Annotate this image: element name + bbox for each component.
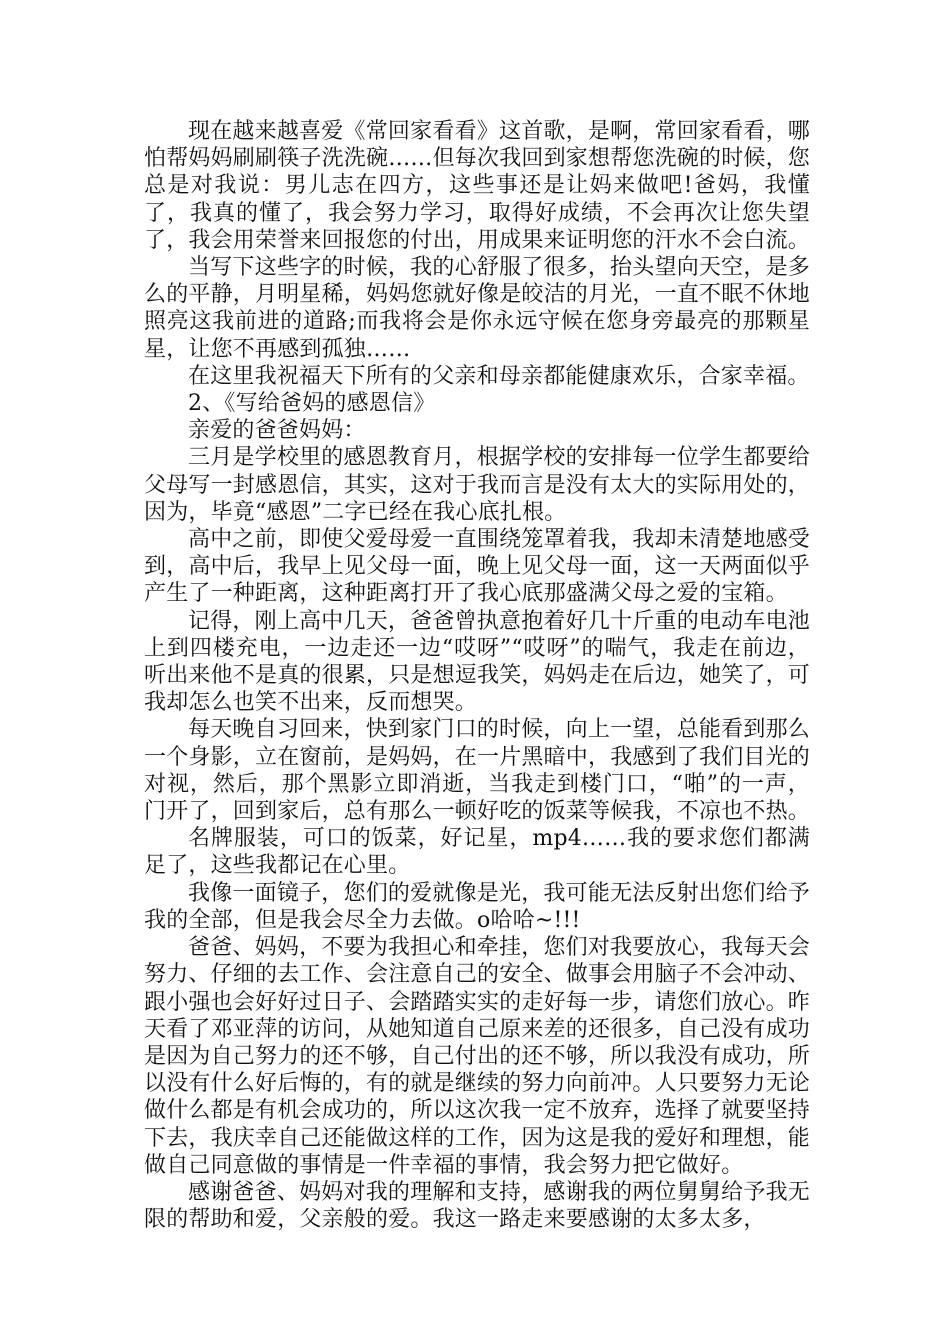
paragraph-9: 每天晚自习回来，快到家门口的时候，向上一望，总能看到那么一个身影，立在窗前，是妈妈，在一片黑暗中，我感到了我们目光的对视，然后，那个黑影立即消逝，当我走到楼门口，“啪”的一声，门开了，回到家后，总有那么一顿好吃的饭菜等候我，不凉也不热。 bbox=[144, 717, 811, 825]
paragraph-6: 三月是学校里的感恩教育月，根据学校的安排每一位学生都要给父母写一封感恩信，其实，这对于我而言是没有太大的实际用处的，因为，毕竟“感恩”二字已经在我心底扎根。 bbox=[144, 445, 811, 525]
paragraph-2: 当写下这些字的时候，我的心舒服了很多，抬头望向天空，是多么的平静，月明星稀，妈妈您就好像是皎洁的月光，一直不眠不休地照亮这我前进的道路;而我将会是你永远守候在您身旁最亮的那颗星星，让您不再感到孤独…… bbox=[144, 255, 811, 362]
document-page bbox=[144, 118, 810, 1233]
paragraph-7: 高中之前，即使父爱母爱一直围绕笼罩着我，我却未清楚地感受到，高中后，我早上见父母一面，晚上见父母一面，这一天两面似乎产生了一种距离，这种距离打开了我心底那盛满父母之爱的宝箱。 bbox=[144, 527, 811, 607]
paragraph-3: 在这里我祝福天下所有的父亲和母亲都能健康欢乐，合家幸福。 bbox=[188, 363, 810, 389]
paragraph-8: 记得，刚上高中几天，爸爸曾执意抱着好几十斤重的电动车电池上到四楼充电，一边走还一边“哎呀”“哎呀”的喘气，我走在前边，听出来他不是真的很累，只是想逗我笑，妈妈走在后边，她笑了，可我却怎么也笑不出来，反而想哭。 bbox=[144, 608, 811, 716]
paragraph-10: 名牌服装，可口的饭菜，好记星，mp4……我的要求您们都满足了，这些我都记在心里。 bbox=[144, 826, 810, 879]
section-heading: 2、《写给爸妈的感恩信》 bbox=[188, 391, 436, 417]
paragraph-1: 现在越来越喜爱《常回家看看》这首歌，是啊，常回家看看，哪怕帮妈妈刷刷筷子洗洗碗……但每次我回到家想帮您洗碗的时候，您总是对我说：男儿志在四方，这些事还是让妈来做吧!爸妈，我懂了，我真的懂了，我会努力学习，取得好成绩，不会再次让您失望了，我会用荣誉来回报您的付出，用成果来证明您的汗水不会白流。 bbox=[144, 119, 811, 253]
paragraph-11: 我像一面镜子，您们的爱就像是光，我可能无法反射出您们给予我的全部，但是我会尽全力去做。o哈哈~!!! bbox=[144, 880, 810, 933]
letter-salutation: 亲爱的爸爸妈妈： bbox=[188, 418, 366, 444]
paragraph-12: 爸爸、妈妈，不要为我担心和牵挂，您们对我要放心，我每天会努力、仔细的去工作、会注意自己的安全、做事会用脑子不会冲动、跟小强也会好好过日子、会踏踏实实的走好每一步，请您们放心。昨天看了邓亚萍的访问，从她知道自己原来差的还很多，自己没有成功是因为自己努力的还不够，自己付出的还不够，所以我没有成功，所以没有什么好后悔的，有的就是继续的努力向前冲。人只要努力无论做什么都是有机会成功的，所以这次我一定不放弃，选择了就要坚持下去，我庆幸自己还能做这样的工作，因为这是我的爱好和理想，能做自己同意做的事情是一件幸福的事情，我会努力把它做好。 bbox=[144, 935, 811, 1178]
paragraph-13: 感谢爸爸、妈妈对我的理解和支持，感谢我的两位舅舅给予我无限的帮助和爱，父亲般的爱。我这一路走来要感谢的太多太多， bbox=[144, 1179, 810, 1233]
